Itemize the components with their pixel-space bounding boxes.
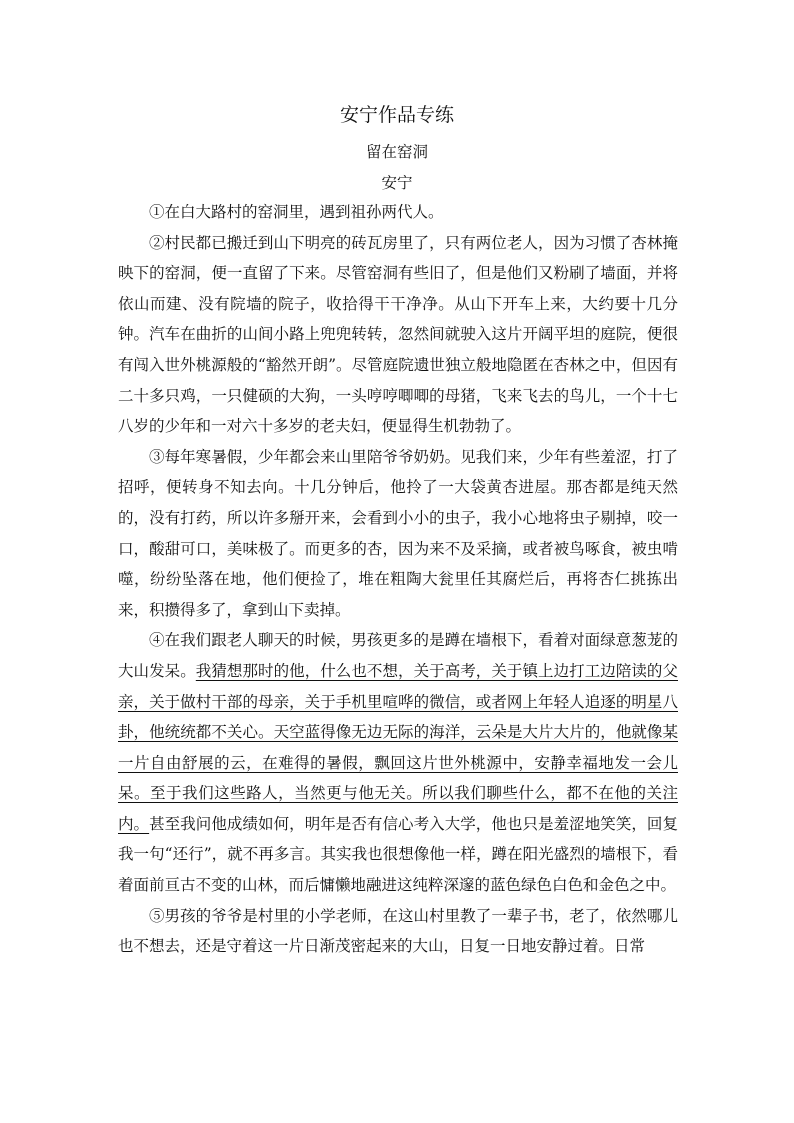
paragraph-3: ③每年寒暑假，少年都会来山里陪爷爷奶奶。见我们来，少年有些羞涩，打了招呼，便转身不知去向。十几分钟后，他拎了一大袋黄杏进屋。那杏都是纯天然的，没有打药，所以许多掰开来，会看到小小的虫子，我小心地将虫子剔掉，咬一口，酸甜可口，美味极了。而更多的杏，因为来不及采摘，或者被鸟啄食，被虫啃噬，纷纷坠落在地，他们便捡了，堆在粗陶大瓮里任其腐烂后，再将杏仁挑拣出来，积攒得多了，拿到山下卖掉。 — [118, 447, 678, 619]
article-body — [118, 197, 678, 962]
paragraph-5: ⑤男孩的爷爷是村里的小学老师，在这山村里教了一辈子书，老了，依然哪儿也不想去，还是守着这一片日渐茂密起来的大山，日复一日地安静过着。日常 — [118, 906, 678, 956]
paragraph-2: ②村民都已搬迁到山下明亮的砖瓦房里了，只有两位老人，因为习惯了杏林掩映下的窑洞，便一直留了下来。尽管窑洞有些旧了，但是他们又粉刷了墙面，并将依山而建、没有院墙的院子，收拾得干干净净。从山下开车上来，大约要十几分钟。汽车在曲折的山间小路上兜兜转转，忽然间就驶入这片开阔平坦的庭院，便很有闯入世外桃源般的“豁然开朗”。尽管庭院遗世独立般地隐匿在杏林之中，但因有二十多只鸡，一只健硕的大狗，一头哼哼唧唧的母猪，飞来飞去的鸟儿，一个十七八岁的少年和一对六十多岁的老夫妇，便显得生机勃勃了。 — [118, 233, 678, 436]
paragraph-4-tail: 甚至我问他成绩如何，明年是否有信心考入大学，他也只是羞涩地笑笑，回复我一句“还行”，就不再多言。其实我也很想像他一样，蹲在阳光盛烈的墙根下，看着面前亘古不变的山林，而后慵懒地融进这纯粹深邃的蓝色绿色白色和金色之中。 — [118, 814, 678, 895]
paragraph-1: ①在白大路村的窑洞里，遇到祖孙两代人。 — [149, 203, 444, 221]
underlined-passage: 我猜想那时的他，什么也不想，关于高考，关于镇上边打工边陪读的父亲，关于做村干部的母亲，关于手机里喧哗的微信，或者网上年轻人追逐的明星八卦，他统统都不关心。天空蓝得像无边无际的海洋，云朵是大片大片的，他就像某一片自由舒展的云，在难得的暑假，飘回这片世外桃源中，安静幸福地发一会儿呆。至于我们这些路人，当然更与他无关。所以我们聊些什么，都不在他的关注内。 — [118, 661, 678, 833]
paragraph-4 — [118, 625, 678, 900]
document-title: 安宁作品专练 — [339, 104, 454, 126]
article-author: 安宁 — [381, 174, 413, 192]
article-title: 留在窑洞 — [365, 143, 428, 161]
paragraph-4-lead: ④在我们跟老人聊天的时候，男孩更多的是蹲在墙根下，看着对面绿意葱茏的大山发呆。 — [118, 631, 678, 680]
